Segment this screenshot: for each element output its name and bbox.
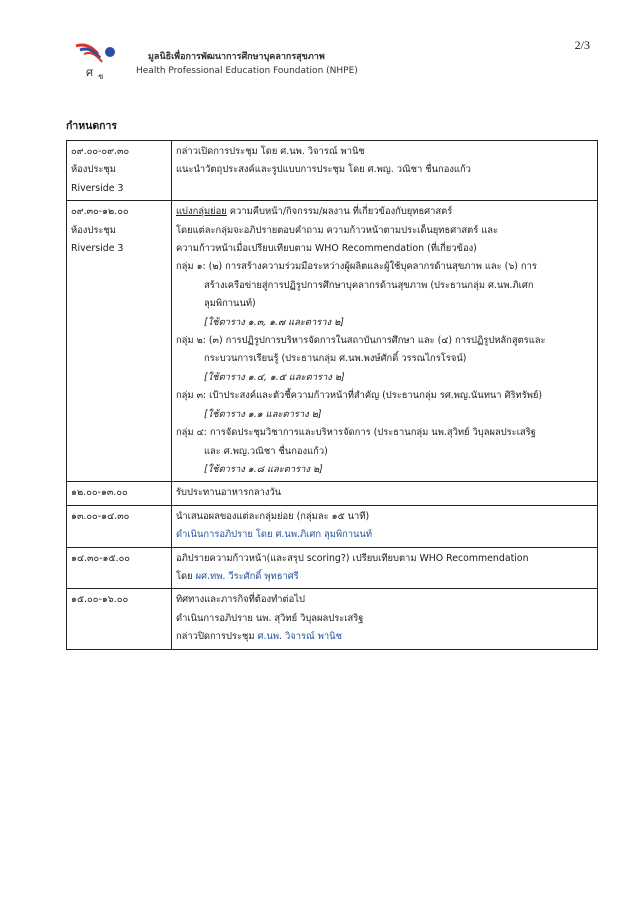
table-row [67,547,598,589]
time-cell [67,589,172,649]
agenda-line: รับประทานอาหารกลางวัน [176,487,282,499]
agenda-cell [172,547,598,589]
venue-label: Riverside 3 [71,182,124,194]
presenter-prefix: โดย [176,570,193,582]
schedule-table [66,140,598,650]
svg-text:ช: ช [98,72,104,80]
agenda-line: ดำเนินการอภิปราย นพ. สุวิทย์ วิบุลผลประเสริฐ [176,612,364,624]
agenda-line: โดยแต่ละกลุ่มจะอภิปรายตอบคำถาม ความก้าวหน้าตามประเด็นยุทธศาสตร์ และ [176,224,499,236]
schedule-title: กำหนดการ [66,120,118,132]
group-2-line: กลุ่ม ๒: (๓) การปฏิรูปการบริหารจัดการในสถาบันการศึกษา และ (๔) การปฏิรูปหลักสูตรและ [176,335,546,347]
room-label: ห้องประชุม [71,164,116,176]
time-cell [67,547,172,589]
table-row [67,482,598,505]
group-3-line: กลุ่ม ๓: เป้าประสงค์และตัวชี้ความก้าวหน้าที่สำคัญ (ประธานกลุ่ม รศ.พญ.นันทนา ศิริทรัพย์) [176,390,543,402]
time-cell [67,505,172,547]
venue-label: Riverside 3 [71,243,124,255]
group-4-line: และ ศ.พญ.วณิชา ชื่นกองแก้ว) [204,445,328,457]
table-row [67,201,598,482]
agenda-cell [172,201,598,482]
agenda-line: ความก้าวหน้าเมื่อเปรียบเทียบตาม WHO Recommendation (ที่เกี่ยวข้อง) [176,243,477,255]
table-row [67,141,598,201]
agenda-line: แนะนำวัตถุประสงค์และรูปแบบการประชุม โดย ศ.พญ. วณิชา ชื่นกองแก้ว [176,164,471,176]
org-name-thai: มูลนิธิเพื่อการพัฒนาการศึกษาบุคลากรสุขภาพ [148,52,325,62]
breakout-description: ความคืบหน้า/กิจกรรม/ผลงาน ที่เกี่ยวข้องกับยุทธศาสตร์ [226,206,453,218]
time-slot: ๐๙.๐๐-๐๙.๓๐ [71,146,130,157]
presenter-line [176,568,593,586]
room-label: ห้องประชุม [71,224,116,236]
group-1-line: สร้างเครือข่ายสู่การปฏิรูปการศึกษาบุคลากรด้านสุขภาพ (ประธานกลุ่ม ศ.นพ.ภิเศก [204,279,534,291]
closing-prefix: กล่าวปิดการประชุม [176,631,255,643]
breakout-label: แบ่งกลุ่มย่อย [176,206,227,218]
time-slot: ๐๙.๓๐-๑๒.๐๐ [71,206,129,218]
time-slot: ๑๔.๓๐-๑๕.๐๐ [71,552,131,564]
agenda-line: นำเสนอผลของแต่ละกลุ่มย่อย (กลุ่มละ ๑๕ นาที) [176,510,370,522]
agenda-cell [172,482,598,505]
org-name-english: Health Professional Education Foundation (NHPE) [136,66,358,76]
group-2-line: กระบวนการเรียนรู้ (ประธานกลุ่ม ศ.นพ.พงษ์ศักดิ์ วรรณไกรโรจน์) [204,353,467,365]
time-slot: ๑๒.๐๐-๑๓.๐๐ [71,487,128,499]
closing-line [176,628,593,646]
time-cell [67,201,172,482]
group-1-line: ลุมพิกานนท์) [204,298,256,310]
page-number: 2/3 [574,38,590,52]
time-slot: ๑๓.๐๐-๑๔.๓๐ [71,510,130,522]
logo-icon [70,40,122,80]
moderator-line: ดำเนินการอภิปราย โดย ศ.นพ.ภิเศก ลุมพิกานนท์ [176,529,373,541]
presenter-name: ผศ.ทพ. วีระศักดิ์ พุทธาศรี [192,570,299,582]
group-1-table-ref: [ใช้ตาราง ๑.๓, ๑.๗ และตาราง ๒] [204,316,344,328]
agenda-line: กล่าวเปิดการประชุม โดย ศ.นพ. วิจารณ์ พานิช [176,146,365,157]
time-cell [67,482,172,505]
group-4-line: กลุ่ม ๔: การจัดประชุมวิชาการและบริหารจัดการ (ประธานกลุ่ม นพ.สุวิทย์ วิบุลผลประเสริฐ [176,427,536,439]
agenda-cell [172,141,598,201]
svg-text:ศ: ศ [86,66,93,79]
time-cell [67,141,172,201]
group-3-table-ref: [ใช้ตาราง ๑.๑ และตาราง ๒] [204,408,322,420]
group-2-table-ref: [ใช้ตาราง ๑.๔, ๑.๕ และตาราง ๒] [204,371,345,383]
agenda-line: อภิปรายความก้าวหน้า(และสรุป scoring?) เปรียบเทียบตาม WHO Recommendation [176,552,529,564]
table-row [67,589,598,649]
agenda-line: ทิศทางและภารกิจที่ต้องทำต่อไป [176,594,305,606]
closing-speaker: ศ.นพ. วิจารณ์ พานิช [254,631,342,643]
group-1-line: กลุ่ม ๑: (๒) การสร้างความร่วมมือระหว่างผู้ผลิตและผู้ใช้บุคลากรด้านสุขภาพ และ (๖) การ [176,261,537,273]
time-slot: ๑๕.๐๐-๑๖.๐๐ [71,594,129,606]
agenda-cell [172,505,598,547]
table-row [67,505,598,547]
agenda-cell [172,589,598,649]
agenda-line [176,203,593,221]
group-4-table-ref: [ใช้ตาราง ๑.๘ และตาราง ๒] [204,463,323,475]
